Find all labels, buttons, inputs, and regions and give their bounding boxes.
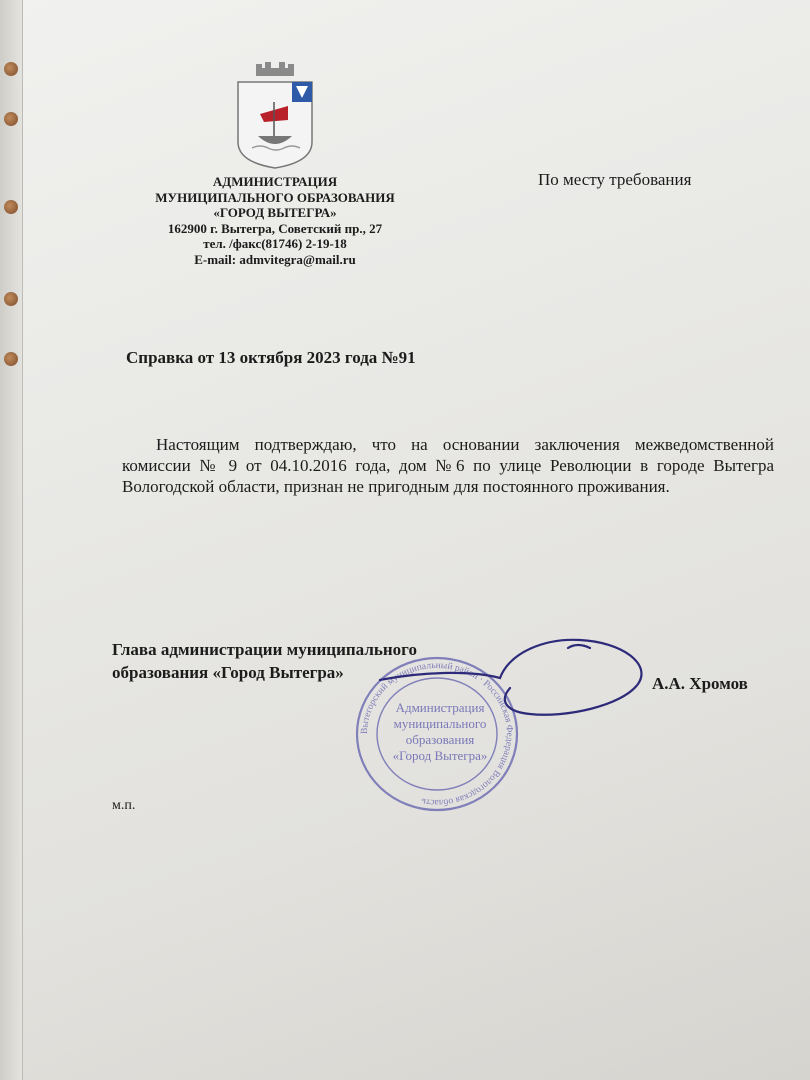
stamp-inner-line: Администрация	[395, 700, 485, 715]
org-phone: тел. /факс(81746) 2-19-18	[203, 236, 347, 251]
stamp-inner-line: «Город Вытегра»	[392, 748, 488, 763]
punch-hole	[4, 200, 18, 214]
handwritten-signature	[360, 622, 660, 732]
org-address: 162900 г. Вытегра, Советский пр., 27	[167, 220, 383, 236]
signer-name: А.А. Хромов	[652, 674, 748, 693]
addressee: По месту требования	[538, 170, 692, 189]
signer-title-line: Глава администрации муниципального	[112, 640, 417, 659]
stamp-inner-line: образования	[405, 732, 475, 747]
stamp-ring-text: Вытегорский муниципальный район · Российская Федерация Вологодская область	[359, 660, 515, 808]
org-name-line: «ГОРОД ВЫТЕГРА»	[213, 205, 337, 220]
org-name-line: МУНИЦИПАЛЬНОГО ОБРАЗОВАНИЯ	[155, 189, 395, 205]
document-body: Настоящим подтверждаю, что на основании заключения межведомственной комиссии № 9 от 04.10.2016 года, дом №6 по улице Революции в городе Вытегра Вологодской области, признан не пригодным для постоянного проживания.	[122, 435, 774, 496]
seal-place-label: м.п.	[112, 798, 136, 813]
punch-hole	[4, 292, 18, 306]
punch-hole	[4, 62, 18, 76]
coat-of-arms-icon	[230, 62, 320, 170]
signer-title-line: образования «Город Вытегра»	[112, 663, 344, 682]
org-name-line: АДМИНИСТРАЦИЯ	[212, 174, 338, 189]
stamp-inner-line: муниципального	[393, 716, 487, 731]
org-email: E-mail: admvitegra@mail.ru	[194, 251, 356, 267]
document-reference: Справка от 13 октября 2023 года №91	[126, 348, 416, 367]
sleeve-edge	[0, 0, 23, 1080]
punch-hole	[4, 352, 18, 366]
punch-hole	[4, 112, 18, 126]
letterhead	[130, 62, 420, 267]
